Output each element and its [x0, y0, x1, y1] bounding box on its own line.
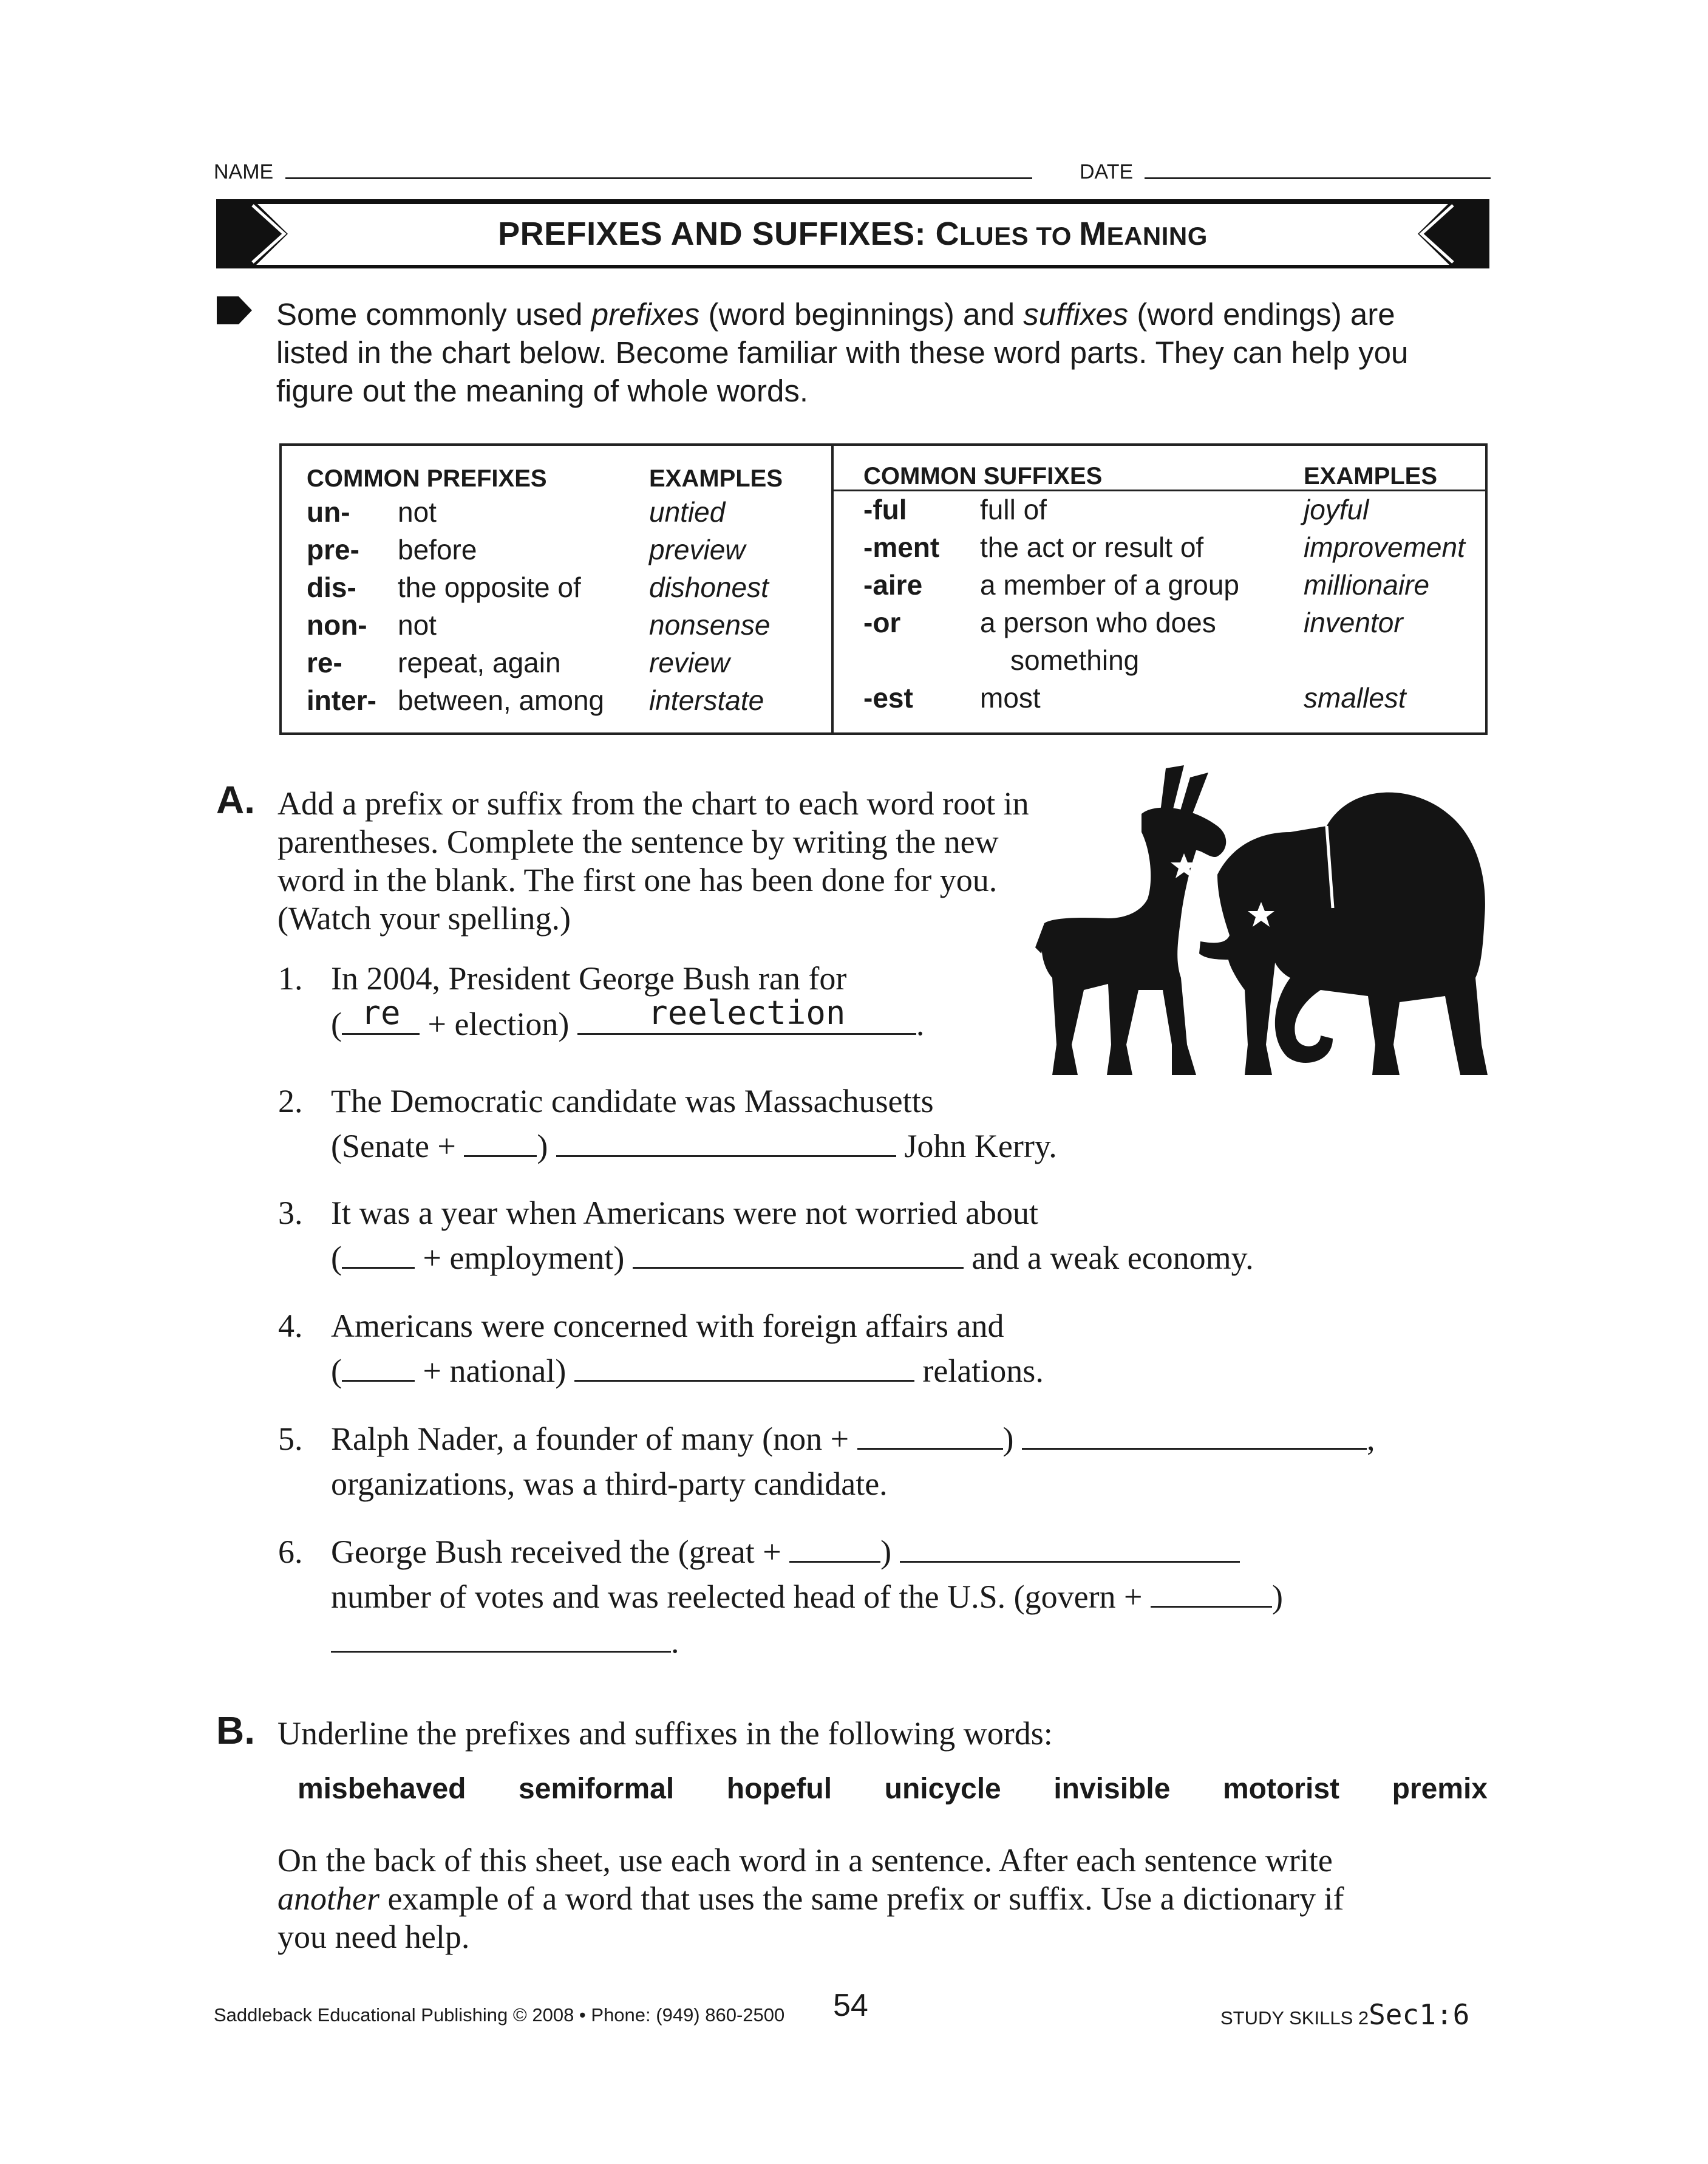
question-3-line-2: ( + employment) and a weak economy. — [331, 1240, 1254, 1276]
section-b-instructions: Underline the prefixes and suffixes in the following words: — [277, 1715, 1053, 1752]
question-1-line-2: ( re + election) reelection . — [331, 994, 925, 1042]
series-footer: STUDY SKILLS 2Sec1:6 — [1220, 1998, 1470, 2031]
q3-prefix-blank[interactable] — [342, 1240, 415, 1269]
q4-prefix-blank[interactable] — [342, 1353, 415, 1382]
suffix-meaning-cont: something — [1010, 644, 1140, 676]
prefix-examples-header: EXAMPLES — [649, 465, 783, 492]
question-number: 4. — [278, 1308, 303, 1344]
suffix-meaning: most — [980, 682, 1041, 714]
prefix-meaning: the opposite of — [398, 572, 581, 603]
question-number: 6. — [278, 1534, 303, 1570]
suffix-part: -aire — [863, 569, 923, 601]
question-4-line-2: ( + national) relations. — [331, 1353, 1044, 1389]
question-number: 5. — [278, 1421, 303, 1457]
prefix-example: preview — [649, 534, 746, 565]
suffix-part: -ment — [863, 531, 940, 563]
question-3-line-1: It was a year when Americans were not worried about — [331, 1195, 1039, 1231]
q3-answer-blank[interactable] — [633, 1240, 964, 1269]
prefix-example: nonsense — [649, 609, 771, 641]
word-item[interactable]: unicycle — [884, 1773, 1001, 1805]
date-line[interactable] — [1145, 177, 1491, 179]
q5-root-blank[interactable] — [857, 1421, 1003, 1450]
prefix-part: non- — [307, 609, 367, 641]
prefix-example: review — [649, 647, 730, 678]
page-number: 54 — [833, 1988, 868, 2023]
question-5-line-1: Ralph Nader, a founder of many (non + ) , — [331, 1421, 1375, 1457]
suffix-part: -or — [863, 607, 901, 638]
question-2-line-1: The Democratic candidate was Massachusetts — [331, 1083, 934, 1119]
question-number: 1. — [278, 960, 303, 997]
q6-answer-blank[interactable] — [900, 1534, 1240, 1563]
page-title: PREFIXES AND SUFFIXES: CLUES TO MEANING — [498, 216, 1208, 252]
suffix-meaning: a member of a group — [980, 569, 1240, 601]
suffix-example: joyful — [1304, 494, 1369, 525]
word-item[interactable]: misbehaved — [298, 1773, 466, 1805]
prefix-meaning: not — [398, 609, 437, 641]
section-a-instructions: Add a prefix or suffix from the chart to each word root in parentheses. Complete the sentence by writing the new word in the blank. The first one has been done for you. (Watch your spelling.) — [277, 785, 1029, 937]
q2-answer-blank[interactable] — [556, 1128, 896, 1157]
suffix-example: improvement — [1304, 531, 1465, 563]
name-line[interactable] — [285, 177, 1032, 179]
suffix-meaning: the act or result of — [980, 531, 1204, 563]
q5-answer-blank[interactable] — [1022, 1421, 1367, 1450]
suffix-example: inventor — [1304, 607, 1403, 638]
question-number: 2. — [278, 1083, 303, 1119]
question-1-line-1: In 2004, President George Bush ran for — [331, 960, 847, 997]
word-item[interactable]: invisible — [1053, 1773, 1171, 1805]
suffix-header: COMMON SUFFIXES — [863, 463, 1103, 490]
prefix-part: dis- — [307, 572, 356, 603]
section-a-letter: A. — [216, 778, 255, 822]
prefix-meaning: between, among — [398, 684, 605, 716]
intro-text: Some commonly used prefixes (word beginnings) and suffixes (word endings) are listed in the chart below. Become familiar with these word parts. They can help you figure out the meaning of whole words. — [276, 297, 1409, 408]
prefix-example: interstate — [649, 684, 764, 716]
prefix-meaning: before — [398, 534, 477, 565]
question-5-line-2: organizations, was a third-party candidate. — [331, 1466, 888, 1502]
q4-answer-blank[interactable] — [574, 1353, 914, 1382]
date-label: DATE — [1080, 160, 1134, 183]
prefix-part: pre- — [307, 534, 359, 565]
prefix-meaning: repeat, again — [398, 647, 561, 678]
suffix-examples-header: EXAMPLES — [1304, 463, 1438, 490]
suffix-part: -est — [863, 682, 913, 714]
q1-prefix-blank[interactable]: re — [342, 1006, 420, 1035]
word-item[interactable]: premix — [1392, 1773, 1488, 1805]
question-number: 3. — [278, 1195, 303, 1231]
title-banner — [216, 199, 1489, 268]
question-4-line-1: Americans were concerned with foreign affairs and — [331, 1308, 1004, 1344]
q2-suffix-blank[interactable] — [464, 1128, 537, 1157]
q1-answer-blank[interactable]: reelection — [577, 1006, 916, 1035]
question-6-line-1: George Bush received the (great + ) — [331, 1533, 1240, 1571]
publisher-footer: Saddleback Educational Publishing © 2008 • Phone: (949) 860-2500 — [214, 2004, 785, 2026]
arrow-bullet-icon — [217, 296, 253, 324]
q6-govern-answer-blank[interactable] — [331, 1624, 671, 1653]
prefix-part: re- — [307, 647, 342, 678]
word-list — [298, 1772, 1488, 1806]
prefix-meaning: not — [398, 496, 437, 528]
suffix-example: smallest — [1304, 682, 1406, 714]
suffix-part: -ful — [863, 494, 907, 525]
question-2-line-2: (Senate + ) John Kerry. — [331, 1128, 1057, 1164]
q6-govern-suffix-blank[interactable] — [1151, 1579, 1272, 1608]
suffix-meaning: full of — [980, 494, 1047, 525]
prefix-example: untied — [649, 496, 726, 528]
prefix-part: un- — [307, 496, 350, 528]
prefix-example: dishonest — [649, 572, 769, 603]
question-6-line-3: . — [331, 1623, 679, 1661]
question-6-line-2: number of votes and was reelected head of the U.S. (govern + ) — [331, 1579, 1283, 1615]
suffix-example: millionaire — [1304, 569, 1430, 601]
donkey-elephant-illustration — [1035, 759, 1491, 1081]
suffix-meaning: a person who does — [980, 607, 1216, 638]
name-label: NAME — [214, 160, 274, 183]
prefix-header: COMMON PREFIXES — [307, 465, 547, 492]
word-item[interactable]: semiformal — [519, 1773, 675, 1805]
section-b-followup: On the back of this sheet, use each word in a sentence. After each sentence write another example of a word that uses the same prefix or suffix. Use a dictionary if you need help. — [277, 1842, 1344, 1955]
word-item[interactable]: motorist — [1223, 1773, 1339, 1805]
word-item[interactable]: hopeful — [726, 1773, 832, 1805]
prefix-suffix-chart — [279, 443, 1488, 735]
section-b-letter: B. — [216, 1708, 255, 1752]
q6-suffix-blank[interactable] — [789, 1534, 880, 1563]
prefix-part: inter- — [307, 684, 376, 716]
